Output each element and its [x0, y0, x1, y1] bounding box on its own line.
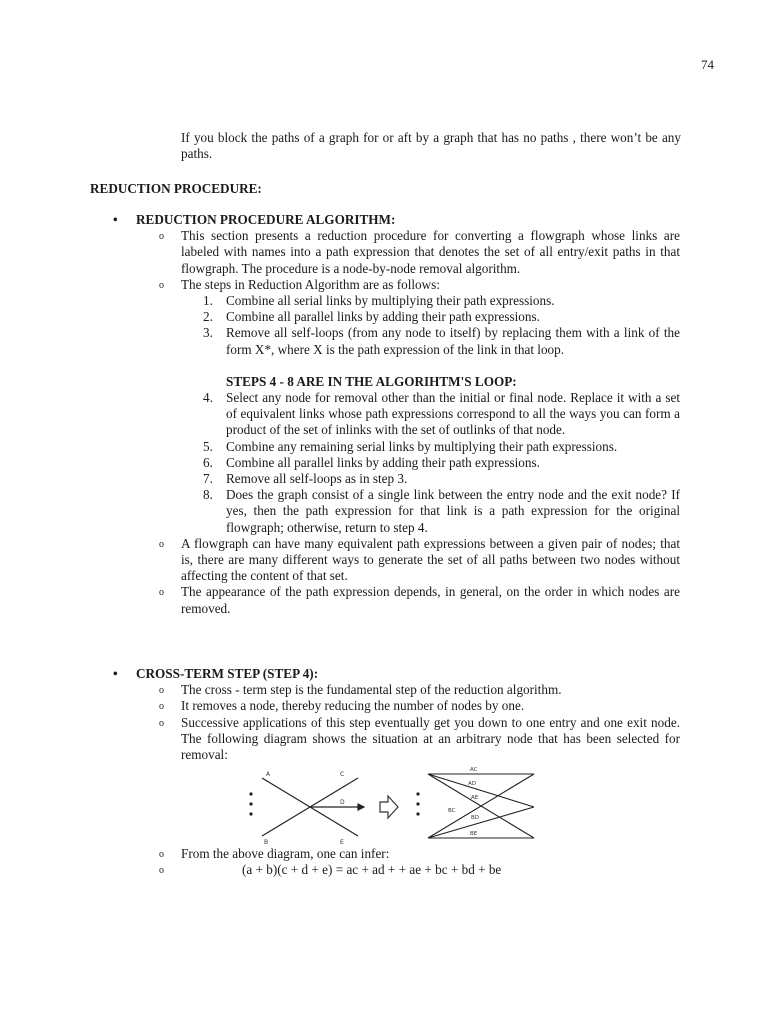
section1-bullets-after	[110, 536, 680, 617]
circle-bullet-icon: o	[159, 717, 164, 729]
label-ad: AD	[468, 781, 476, 787]
step-text: Select any node for removal other than the initial or final node. Replace it with a set of equivalent links whose path expressions correspond to all the ways you can form a product of the set of inlinks with the set of outlinks of that node.	[226, 390, 680, 438]
step-item	[110, 293, 680, 309]
bullet-text: Successive applications of this step eventually get you down to one entry and one exit node. The following diagram shows the situation at an arbitrary node that has been selected for removal:	[181, 714, 680, 763]
section2-title-text: CROSS-TERM STEP (STEP 4):	[136, 666, 319, 681]
section2-bullets	[110, 682, 680, 763]
step-number: 8.	[203, 487, 213, 503]
label-bd: BD	[471, 815, 480, 821]
circle-bullet-icon: o	[159, 849, 164, 860]
page-number: 74	[701, 57, 714, 72]
section1-title	[110, 212, 680, 228]
step-item	[110, 455, 680, 471]
dot-icon	[249, 802, 252, 805]
label-c: C	[340, 771, 345, 778]
label-ac: AC	[470, 767, 478, 773]
label-a: A	[266, 771, 271, 778]
transform-arrow-icon	[380, 796, 398, 818]
step-item	[110, 325, 680, 357]
step-number: 6.	[203, 454, 213, 470]
list-item	[110, 277, 680, 293]
steps-list-b	[110, 390, 680, 536]
bullet-text: This section presents a reduction procedure for converting a flowgraph whose links are labeled with names into a path expression that denotes the set of all entry/exit paths in that flowgraph. The procedure is a node-by-node removal algorithm.	[181, 228, 680, 276]
dot-icon	[249, 792, 252, 795]
dot-icon	[249, 812, 252, 815]
bullet-text: A flowgraph can have many equivalent path expressions between a given pair of nodes; that is, there are many different ways to generate the set of all paths between two nodes without affecting the content of that set.	[181, 535, 680, 584]
step-number: 1.	[203, 293, 213, 309]
step-number: 4.	[203, 390, 213, 406]
label-d: D	[340, 799, 345, 806]
step-number: 7.	[203, 471, 213, 487]
bullet-text: The appearance of the path expression depends, in general, on the order in which nodes are removed.	[181, 584, 680, 616]
intro-paragraph: If you block the paths of a graph for or aft by a graph that has no paths , there won’t be any paths.	[181, 130, 681, 162]
step-text: Combine all parallel links by adding their path expressions.	[226, 309, 540, 325]
step-text: Does the graph consist of a single link between the entry node and the exit node? If yes, then the path expression for that link is a path expression for the original flowgraph; otherwise, return to step 4.	[226, 487, 680, 535]
cross-term-section	[110, 666, 680, 763]
circle-bullet-icon: o	[159, 538, 164, 550]
step-number: 3.	[203, 325, 213, 341]
link-bd	[428, 807, 534, 838]
step-number: 5.	[203, 438, 213, 454]
bullet-text: The steps in Reduction Algorithm are as follows:	[181, 276, 440, 292]
circle-bullet-icon: o	[159, 279, 164, 291]
right-node-diagram	[428, 774, 534, 838]
reduction-algorithm-section	[110, 212, 680, 617]
after-diagram-bullets	[110, 846, 680, 878]
list-item	[110, 715, 680, 764]
step-text: Remove all self-loops as in step 3.	[226, 471, 408, 487]
equation-item	[110, 862, 680, 878]
circle-bullet-icon: o	[159, 685, 164, 697]
left-node-diagram	[262, 778, 364, 836]
list-item	[110, 536, 680, 585]
bullet-text: It removes a node, thereby reducing the number of nodes by one.	[181, 698, 525, 714]
bullet-icon: •	[113, 212, 118, 227]
circle-bullet-icon: o	[159, 865, 164, 877]
left-dots	[249, 792, 252, 815]
step-item	[110, 390, 680, 439]
step-item	[110, 309, 680, 325]
step-text: Remove all self-loops (from any node to itself) by replacing them with a link of the form X*, where X is the path expression of the link in that loop.	[226, 325, 680, 357]
list-item	[110, 846, 680, 862]
label-b: B	[264, 839, 269, 846]
step-text: Combine all serial links by multiplying their path expressions.	[226, 293, 555, 309]
step-number: 2.	[203, 309, 213, 325]
link-ad	[428, 774, 534, 807]
steps-list-a	[110, 293, 680, 358]
dot-icon	[416, 792, 419, 795]
circle-bullet-icon: o	[159, 587, 164, 599]
after-diagram-section	[110, 846, 680, 878]
equation-text: (a + b)(c + d + e) = ac + ad + + ae + bc + bd + be	[242, 862, 502, 878]
arrowhead-icon	[358, 804, 364, 810]
list-item	[110, 584, 680, 616]
step-text: Combine all parallel links by adding their path expressions.	[226, 454, 540, 470]
loop-title: STEPS 4 - 8 ARE IN THE ALGORIHTM'S LOOP:	[226, 373, 517, 389]
section-heading: REDUCTION PROCEDURE:	[90, 181, 262, 196]
bullet-icon: •	[113, 666, 118, 681]
label-be: BE	[470, 831, 478, 837]
label-ae: AE	[471, 795, 479, 801]
bullet-text: The cross - term step is the fundamental step of the reduction algorithm.	[181, 682, 562, 698]
dot-icon	[416, 812, 419, 815]
step-text: Combine any remaining serial links by multiplying their path expressions.	[226, 438, 618, 454]
list-item	[110, 698, 680, 714]
section2-title	[110, 666, 680, 682]
right-dots	[416, 792, 419, 815]
cross-term-diagram	[244, 766, 684, 846]
dot-icon	[416, 802, 419, 805]
section1-bullets	[110, 228, 680, 293]
label-e: E	[340, 839, 344, 846]
list-item	[110, 228, 680, 277]
section1-title-text: REDUCTION PROCEDURE ALGORITHM:	[136, 212, 396, 227]
circle-bullet-icon: o	[159, 231, 164, 243]
label-bc: BC	[448, 808, 456, 814]
step-item	[110, 487, 680, 536]
bullet-text: From the above diagram, one can infer:	[181, 846, 390, 861]
step-item	[110, 439, 680, 455]
list-item	[110, 682, 680, 698]
step-item	[110, 471, 680, 487]
circle-bullet-icon: o	[159, 701, 164, 713]
